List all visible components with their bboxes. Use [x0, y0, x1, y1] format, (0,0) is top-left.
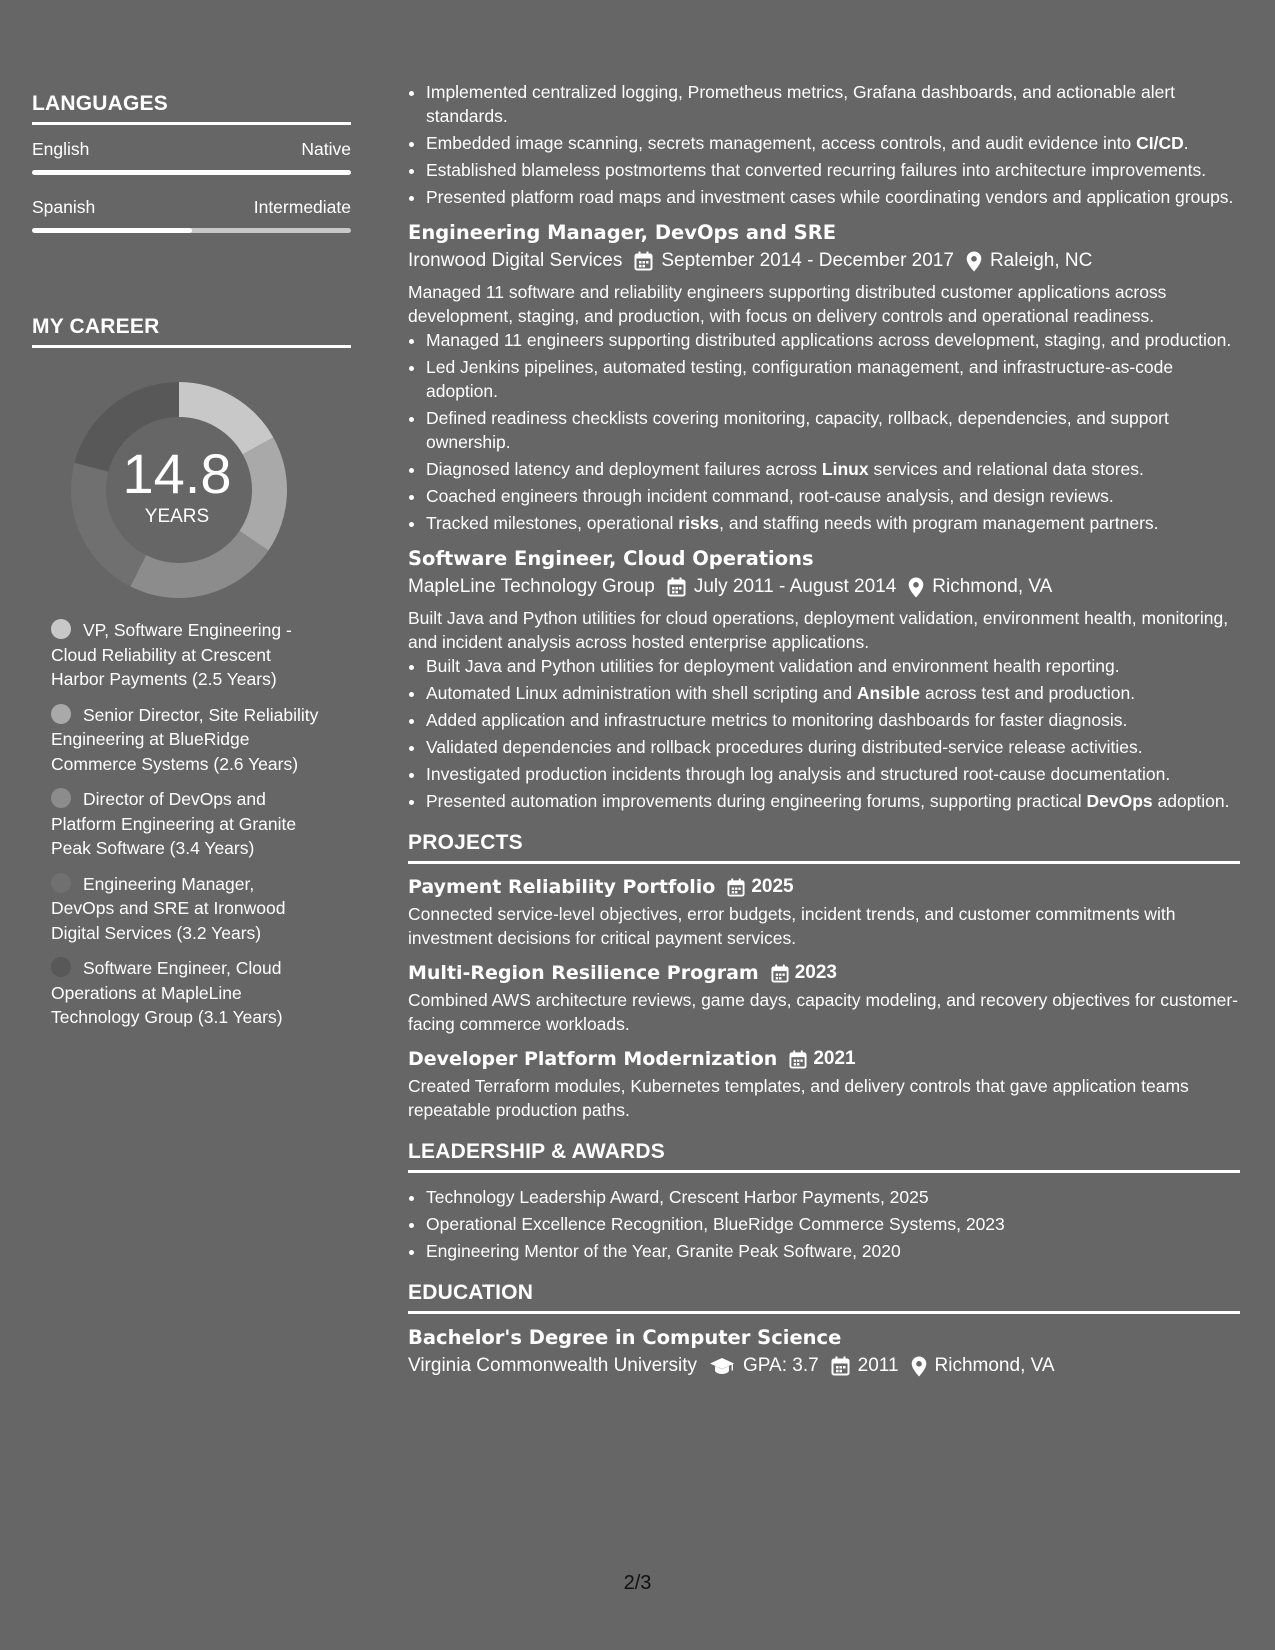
language-proficiency-bar	[32, 170, 351, 175]
career-legend-label: Engineering Manager, DevOps and SRE at Ironwood Digital Services (3.2 Years)	[51, 873, 286, 943]
experience-continued-bullets	[408, 80, 1240, 209]
language-level: Native	[301, 139, 351, 159]
bullet-item: • Added application and infrastructure metrics to monitoring dashboards for faster diagnosis.	[426, 708, 1240, 732]
legend-dot	[51, 957, 71, 977]
education-location: Richmond, VA	[934, 1355, 1055, 1376]
language-proficiency-bar	[32, 228, 351, 233]
job-company: Ironwood Digital Services	[408, 250, 623, 271]
bullet-item: • Coached engineers through incident command, root-cause analysis, and design reviews.	[426, 484, 1240, 508]
job-location: Raleigh, NC	[989, 250, 1093, 271]
career-legend-label: VP, Software Engineering - Cloud Reliability at Crescent Harbor Payments (2.5 Years)	[51, 620, 292, 689]
donut-slice-3	[130, 531, 268, 598]
bullet-item: • Tracked milestones, operational risks, and staffing needs with program management partners.	[426, 511, 1240, 535]
language-spanish	[32, 197, 351, 233]
career-total-unit: YEARS	[144, 506, 210, 527]
education-entry	[408, 1326, 1240, 1377]
career-total-years: 14.8	[122, 442, 232, 505]
job-location: Richmond, VA	[932, 576, 1053, 597]
project-year: 2025	[751, 876, 794, 897]
education-year: 2011	[857, 1355, 899, 1376]
page-number: 2/3	[623, 1572, 652, 1594]
project-entry	[408, 1048, 1240, 1122]
bullet-item: • Engineering Mentor of the Year, Granite Peak Software, 2020	[426, 1239, 1240, 1263]
bullet-item: • Presented automation improvements during engineering forums, supporting practical DevOps adoption.	[426, 789, 1240, 813]
project-year: 2021	[813, 1048, 856, 1069]
project-description: Connected service-level objectives, error budgets, incident trends, and customer commitments with investment decisions for critical payment services.	[408, 904, 1176, 948]
calendar-icon	[789, 1050, 807, 1069]
map-pin-icon	[908, 577, 924, 598]
project-entry	[408, 962, 1240, 1036]
sidebar	[32, 92, 351, 1041]
project-title: Payment Reliability Portfolio	[408, 876, 716, 898]
job-summary: Built Java and Python utilities for cloud operations, deployment validation, environment health, monitoring, and incident analysis across hosted enterprise applications.	[408, 608, 1229, 652]
bullet-item: • Technology Leadership Award, Crescent Harbor Payments, 2025	[426, 1185, 1240, 1209]
job-summary: Managed 11 software and reliability engineers supporting distributed customer applications across development, staging, and production, with focus on delivery controls and operational readiness.	[408, 282, 1167, 326]
bullet-item: • Established blameless postmortems that converted recurring failures into architecture improvements.	[426, 158, 1240, 182]
bullet-item: • Managed 11 engineers supporting distributed applications across development, staging, and production.	[426, 328, 1240, 352]
job-entry	[408, 221, 1240, 535]
calendar-icon	[634, 251, 653, 271]
career-legend-item	[51, 872, 321, 946]
job-title: Software Engineer, Cloud Operations	[408, 547, 814, 570]
project-title: Developer Platform Modernization	[408, 1048, 778, 1070]
language-name: English	[32, 139, 90, 159]
job-bullets	[408, 654, 1240, 813]
career-legend-item	[51, 618, 321, 692]
project-year: 2023	[794, 962, 838, 983]
projects-title: PROJECTS	[408, 831, 1240, 864]
career-legend-label: Software Engineer, Cloud Operations at MapleLine Technology Group (3.1 Years)	[51, 958, 283, 1027]
career-legend	[32, 618, 321, 1030]
graduation-cap-icon	[709, 1357, 735, 1375]
career-legend-label: Director of DevOps and Platform Engineering at Granite Peak Software (3.4 Years)	[51, 789, 297, 858]
project-entry	[408, 876, 1240, 950]
career-legend-item	[51, 703, 321, 777]
bullet-item: • Investigated production incidents through log analysis and structured root-cause documentation.	[426, 762, 1240, 786]
project-description: Combined AWS architecture reviews, game days, capacity modeling, and recovery objectives for customer-facing commerce workloads.	[408, 990, 1238, 1034]
calendar-icon	[771, 964, 789, 983]
bullet-item: • Automated Linux administration with shell scripting and Ansible across test and production.	[426, 681, 1240, 705]
calendar-icon	[727, 878, 745, 897]
bullet-item: • Embedded image scanning, secrets management, access controls, and audit evidence into CI/CD.	[426, 131, 1240, 155]
job-dates: September 2014 - December 2017	[661, 250, 954, 271]
career-donut-chart	[32, 378, 352, 618]
career-legend-label: Senior Director, Site Reliability Engineering at BlueRidge Commerce Systems (2.6 Years)	[51, 704, 319, 774]
bullet-item: • Implemented centralized logging, Prometheus metrics, Grafana dashboards, and actionable alert standards.	[426, 80, 1240, 128]
map-pin-icon	[966, 251, 982, 272]
languages-title: LANGUAGES	[32, 92, 351, 125]
legend-dot	[51, 788, 71, 808]
project-title: Multi-Region Resilience Program	[408, 962, 759, 984]
legend-dot	[51, 704, 71, 724]
project-description: Created Terraform modules, Kubernetes templates, and delivery controls that gave application teams repeatable production paths.	[408, 1076, 1189, 1120]
education-school: Virginia Commonwealth University	[408, 1355, 697, 1376]
bullet-item: • Defined readiness checklists covering monitoring, capacity, rollback, dependencies, and support ownership.	[426, 406, 1240, 454]
map-pin-icon	[911, 1356, 927, 1377]
job-meta	[408, 576, 1240, 598]
job-company: MapleLine Technology Group	[408, 576, 655, 597]
language-level: Intermediate	[253, 197, 351, 217]
leadership-title: LEADERSHIP & AWARDS	[408, 1140, 1240, 1173]
job-meta	[408, 250, 1240, 272]
bullet-item: • Operational Excellence Recognition, BlueRidge Commerce Systems, 2023	[426, 1212, 1240, 1236]
bullet-item: • Presented platform road maps and investment cases while coordinating vendors and application groups.	[426, 185, 1240, 209]
calendar-icon	[831, 1356, 850, 1376]
career-legend-item	[51, 956, 321, 1030]
bullet-item: • Built Java and Python utilities for deployment validation and environment health reporting.	[426, 654, 1240, 678]
language-english	[32, 139, 351, 175]
job-title: Engineering Manager, DevOps and SRE	[408, 221, 837, 244]
calendar-icon	[667, 577, 686, 597]
language-name: Spanish	[32, 197, 96, 217]
main-content	[408, 80, 1240, 1377]
bullet-item: • Diagnosed latency and deployment failures across Linux services and relational data stores.	[426, 457, 1240, 481]
job-dates: July 2011 - August 2014	[693, 576, 897, 597]
legend-dot	[51, 873, 71, 893]
education-degree: Bachelor's Degree in Computer Science	[408, 1326, 842, 1349]
legend-dot	[51, 619, 71, 639]
career-legend-item	[51, 787, 321, 861]
education-title: EDUCATION	[408, 1281, 1240, 1314]
education-meta	[408, 1355, 1240, 1377]
job-bullets	[408, 328, 1240, 535]
bullet-item: • Validated dependencies and rollback procedures during distributed-service release activities.	[426, 735, 1240, 759]
leadership-list	[408, 1185, 1240, 1263]
job-entry	[408, 547, 1240, 813]
bullet-item: • Led Jenkins pipelines, automated testing, configuration management, and infrastructure-as-code adoption.	[426, 355, 1240, 403]
education-gpa: GPA: 3.7	[742, 1355, 819, 1376]
language-proficiency-fill	[32, 228, 192, 233]
career-title: MY CAREER	[32, 315, 351, 348]
language-proficiency-fill	[32, 170, 351, 175]
